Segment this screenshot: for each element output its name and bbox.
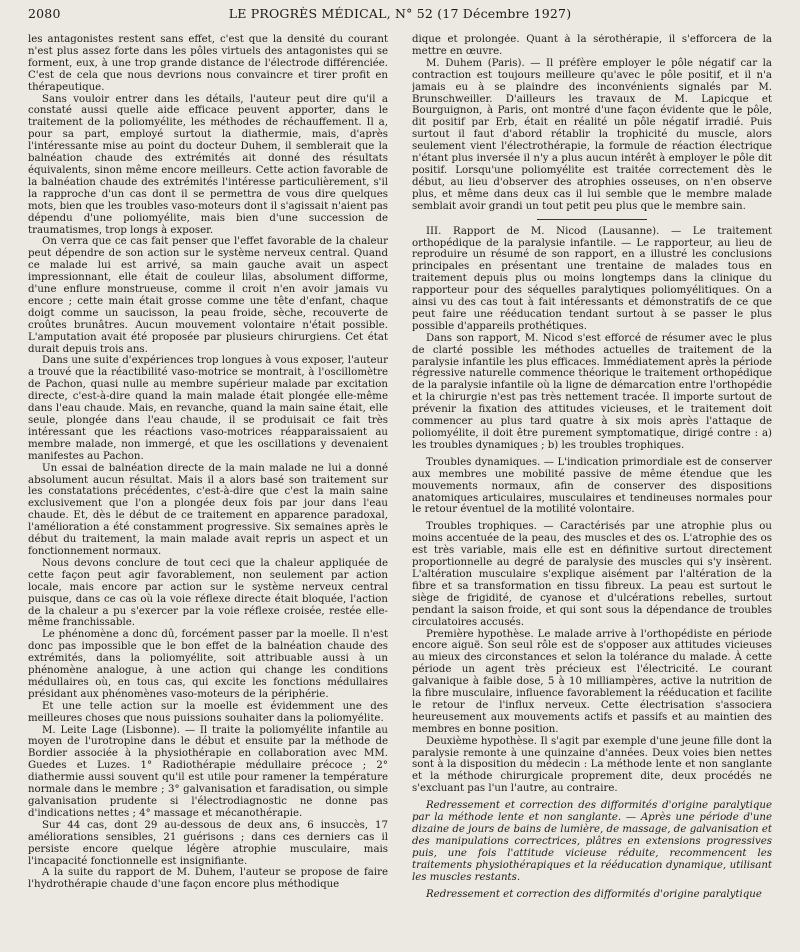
- paragraph-troubles-dynamiques: Troubles dynamiques. — L'indication primordiale est de conserver aux membres une mobilité passive de même étendue que les mouvements normaux, afin de conserver des dispositions anatomiques articulaires, musculaires et tendineuses normales pour le retour éventuel de la motilité volontaire.: [412, 456, 772, 516]
- paragraph-nicod-report: III. Rapport de M. Nicod (Lausanne). — Le traitement orthopédique de la paralysie infantile. — Le rapporteur, au lieu de reproduire un résumé de son rapport, en a illustré les conclusions principales en présentant une trentaine de malades tous en traitement depuis plus ou moins longtemps dans la clinique du rapporteur pour des séquelles paralytiques poliomyélitiques. On a ainsi vu des cas tout à fait intéressants et démonstratifs de ce que peut faire une rééducation tendant surtout à se passer le plus possible d'appareils prothétiques.: [412, 225, 772, 332]
- page-number: 2080: [28, 6, 61, 21]
- paragraph-leite-lage: M. Leite Lage (Lisbonne). — Il traite la poliomyélite infantile au moyen de l'urotropine dans le début et ensuite par la méthode de Bordier associée à la physiothérapie en collaboration avec MM. Guedes et Luzes. 1° Radiothérapie médullaire précoce ; 2° diathermie aussi souvent qu'il est utile pour ramener la température normale dans le membre ; 3° galvanisation et faradisation, ou simple galvanisation prudente si l'électrodiagnostic ne donne pas d'indications nettes ; 4° massage et mécanothérapie.: [28, 724, 388, 819]
- paragraph-troubles-trophiques: Troubles trophiques. — Caractérisés par une atrophie plus ou moins accentuée de la peau, des muscles et des os. L'atrophie des os est très variable, mais elle est en définitive surtout directement proportionnelle au degré de paralysie des muscles qui s'y insèrent. L'altération musculaire s'explique aisément par l'altération de la fibre et sa transformation en tissu fibreux. La peau est surtout le siège de frigidité, de cyanose et d'ulcérations rebelles, surtout pendant la saison froide, et qui sont sous la dépendance de troubles circulatoires accusés.: [412, 521, 772, 628]
- paragraph: Un essai de balnéation directe de la main malade ne lui a donné absolument aucun résultat. Mais il a alors basé son traitement sur les constatations précédentes, c'est-à-dire que c'est la main saine exclusivement que l'on a plongée deux fois par jour dans l'eau chaude. Et, dès le début de ce traitement en apparence paradoxal, l'amélioration a été constamment progressive. Six semaines après le début du traitement, la main malade avait repris un aspect et un fonctionnement normaux.: [28, 462, 388, 557]
- paragraph: Sur 44 cas, dont 29 au-dessous de deux ans, 6 insuccès, 17 améliorations sensibles, 21 guérisons ; dans ces derniers cas il persiste encore quelque légère atrophie musculaire, mais l'incapacité fonctionnelle est insignifiante.: [28, 819, 388, 867]
- section-divider: [537, 219, 647, 220]
- paragraph: Nous devons conclure de tout ceci que la chaleur appliquée de cette façon peut agir favorablement, non seulement par action locale, mais encore par action sur le système nerveux central puisque, dans ce cas où la voie réflexe directe était bloquée, l'action de la chaleur a pu s'exercer par la voie réflexe croisée, restée elle-même franchissable.: [28, 557, 388, 629]
- right-column: [412, 34, 772, 944]
- paragraph: A la suite du rapport de M. Duhem, l'auteur se propose de faire l'hydrothérapie chaude d'une façon encore plus méthodique: [28, 867, 388, 891]
- paragraph: dique et prolongée. Quant à la sérothérapie, il s'efforcera de la mettre en œuvre.: [412, 34, 772, 57]
- left-column: [28, 34, 388, 944]
- section-heading-redressement: Redressement et correction des difformités d'origine paralytique: [426, 888, 762, 900]
- paragraph: Dans une suite d'expériences trop longues à vous exposer, l'auteur a trouvé que la réactibilité vaso-motrice se montrait, à l'oscillomètre de Pachon, quasi nulle au membre supérieur malade par excitation directe, c'est-à-dire quand la main malade était plongée elle-même dans l'eau chaude. Mais, en revanche, quand la main saine était, elle seule, plongée dans l'eau chaude, il se produisait ce fait très intéressant que les réactions vaso-motrices réapparaissaient au membre malade, non immergé, et que les oscillations y devenaient manifestes au Pachon.: [28, 355, 388, 462]
- page-header: [28, 6, 772, 24]
- paragraph: Et une telle action sur la moelle est évidemment une des meilleures choses que nous puissions souhaiter dans la poliomyélite.: [28, 700, 388, 724]
- running-title: LE PROGRÈS MÉDICAL, N° 52 (17 Décembre 1927): [228, 6, 572, 21]
- paragraph-redressement: Redressement et correction des difformités d'origine paralytique par la méthode lente et non sanglante. — Après une période d'une dizaine de jours de bains de lumière, de massage, de galvanisation et des manipulations correctrices, plâtres en extensions progressives puis, une fois l'attitude vicieuse réduite, recommencent les traitements physiothérapiques et la rééducation dynamique, utilisant les muscles restants.: [412, 800, 772, 883]
- paragraph: les antagonistes restent sans effet, c'est que la densité du courant n'est plus assez forte dans les pôles virtuels des antagonistes qui se forment, eux, à une trop grande distance de l'électrode différenciée. C'est de cela que nous devrions nous convaincre et tirer profit en thérapeutique.: [28, 34, 388, 93]
- paragraph: Sans vouloir entrer dans les détails, l'auteur peut dire qu'il a constaté aussi quelle aide efficace peuvent apporter, dans le traitement de la poliomyélite, les méthodes de réchauffement. Il a, pour sa part, employé surtout la diathermie, mais, d'après l'intéressante mise au point du docteur Duhem, il semblerait que la balnéation chaude des extrémités ait donné des résultats équivalents, sinon même encore meilleurs. Cette action favorable de la balnéation chaude des extrémités l'intéresse particulièrement, s'il la rapproche d'un cas dont il se permettra de vous dire quelques mots, bien que les troubles vaso-moteurs dont il s'agissait n'aient pas dépendu d'une poliomyélite, mais bien d'une succession de traumatismes, trop longs à exposer.: [28, 93, 388, 236]
- paragraph-duhem: M. Duhem (Paris). — Il préfère employer le pôle négatif car la contraction est toujours meilleure qu'avec le pôle positif, et il n'a jamais eu à se plaindre des inconvénients signalés par M. Brunschweiller. D'ailleurs les travaux de M. Lapicque et Bourguignon, à Paris, ont montré d'une façon évidente que le pôle, dit positif par Erb, était en réalité un pôle négatif irradié. Puis surtout il faut d'abord rétablir la trophicité du muscle, alors seulement vient l'électrothérapie, la formule de réaction électrique n'étant plus inversée il n'y a plus aucun intérêt à employer le pôle dit positif. Lorsqu'une poliomyélite est traitée correctement dès le début, au lieu d'observer des atrophies osseuses, on n'en observe plus, et même dans deux cas il lui semble que le membre malade semblait avoir grandi un tout petit peu plus que le membre sain.: [412, 57, 772, 212]
- paragraph: Le phénomène a donc dû, forcément passer par la moelle. Il n'est donc pas impossible que le bon effet de la balnéation chaude des extrémités, dans la poliomyélite, soit attribuable aussi à un phénomène analogue, à une action qui change les conditions médullaires où, en tous cas, qui excite les fonctions médullaires présidant aux phénomènes vaso-moteurs de la périphérie.: [28, 629, 388, 700]
- paragraph: On verra que ce cas fait penser que l'effet favorable de la chaleur peut dépendre de son action sur le système nerveux central. Quand ce malade lui est arrivé, sa main gauche avait un aspect impressionnant, elle était de couleur lilas, absolument difforme, d'une enflure monstrueuse, comme il croit n'en avoir jamais vu encore ; cette main était grosse comme une tête d'enfant, chaque doigt comme un saucisson, la peau froide, sèche, recouverte de croûtes brunâtres. Aucun mouvement volontaire n'était possible. L'amputation avait été proposée par plusieurs chirurgiens. Cet état durait depuis trois ans.: [28, 236, 388, 355]
- paragraph: Première hypothèse. Le malade arrive à l'orthopédiste en période encore aiguë. Son seul rôle est de s'opposer aux attitudes vicieuses au mieux des circonstances et selon la tolérance du malade. À cette période un agent très précieux est l'électricité. Le courant galvanique à faible dose, 5 à 10 milliampères, active la nutrition de la fibre musculaire, influence favorablement la rééducation et facilite le retour de l'influx nerveux. Cette électrisation s'associera heureusement aux mouvements actifs et passifs et au maintien des membres en bonne position.: [412, 628, 772, 735]
- paragraph: Dans son rapport, M. Nicod s'est efforcé de résumer avec le plus de clarté possible les méthodes actuelles de traitement de la paralysie infantile les plus efficaces. Immédiatement après la période régressive naturelle commence théorique le traitement orthopédique de la paralysie infantile où la ligne de démarcation entre l'orthopédie et la chirurgie n'est pas très nettement tracée. Il importe surtout de prévenir la fixation des attitudes vicieuses, et le traitement doit commencer au plus tard quatre à six mois après l'attaque de poliomyélite, il doit être purement symptomatique, dirigé contre : a) les troubles dynamiques ; b) les troubles trophiques.: [412, 332, 772, 451]
- paragraph: Deuxième hypothèse. Il s'agit par exemple d'une jeune fille dont la paralysie remonte à une quinzaine d'années. Deux voies bien nettes sont à la disposition du médecin : La méthode lente et non sanglante et la méthode chirurgicale proprement dite, deux procédés ne s'excluant pas l'un l'autre, au contraire.: [412, 735, 772, 795]
